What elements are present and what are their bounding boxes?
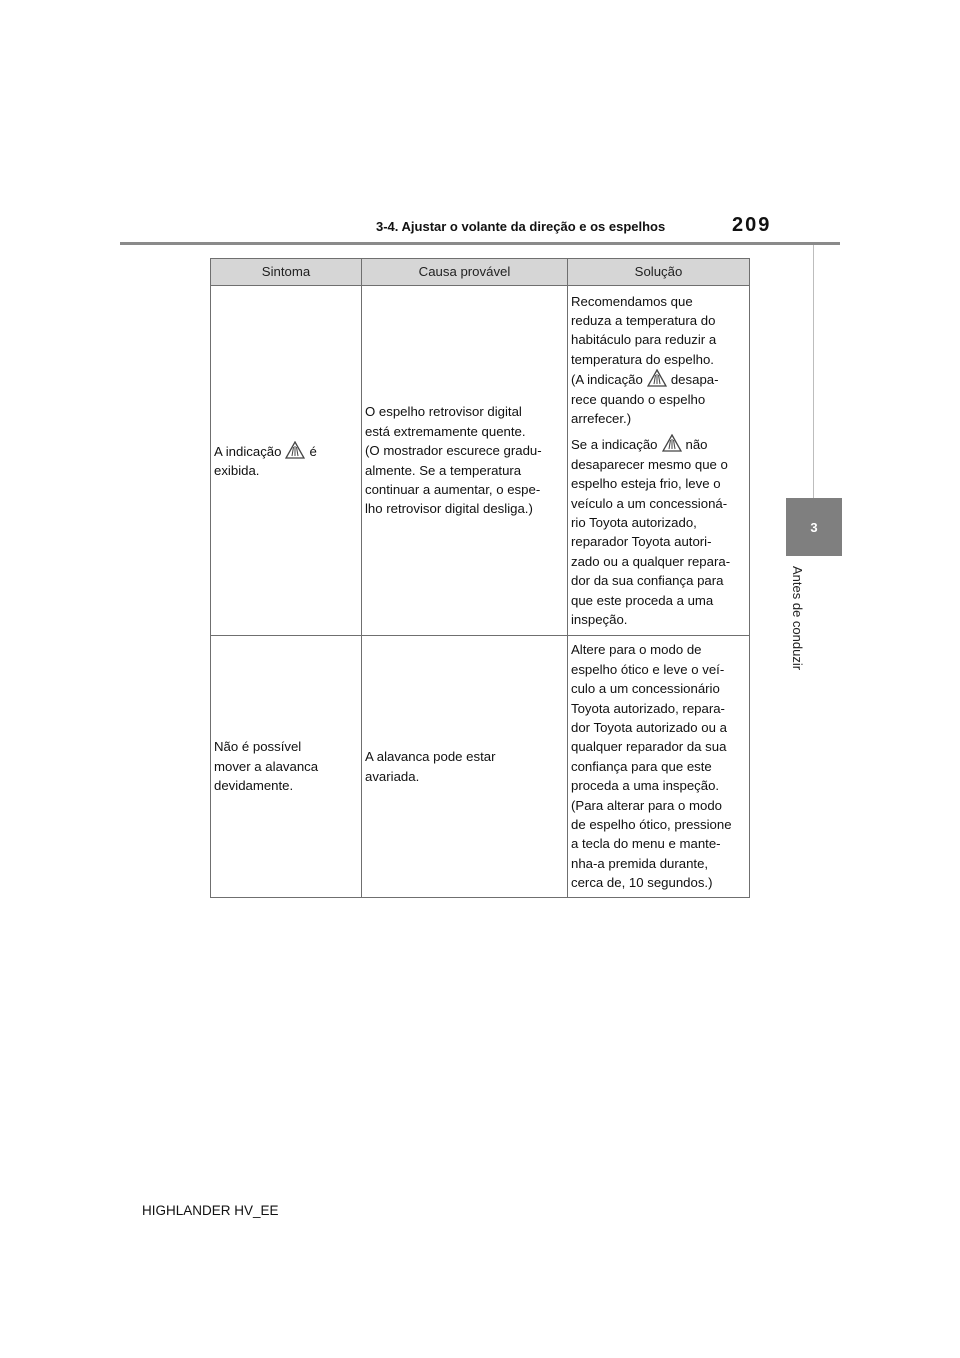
solution-text: nha-a premida durante, (571, 855, 709, 871)
cause-text: lho retrovisor digital desliga.) (365, 501, 533, 517)
solution-text: reparador Toyota autori- (571, 534, 712, 550)
table-header-row (211, 259, 750, 286)
cause-text: avariada. (365, 768, 420, 784)
table-row (211, 286, 750, 636)
solution-text: habitáculo para reduzir a (571, 332, 717, 348)
solution-text: espelho ótico e leve o veí- (571, 661, 725, 677)
column-header-symptom: Sintoma (211, 259, 362, 286)
symptom-text: A indicação (214, 443, 282, 459)
solution-text: reduza a temperatura do (571, 312, 716, 328)
solution-text: temperatura do espelho. (571, 351, 714, 367)
symptom-cell (211, 636, 362, 898)
solution-cell (568, 286, 750, 636)
cause-text: continuar a aumentar, o espe- (365, 481, 541, 497)
solution-text: culo a um concessionário (571, 681, 720, 697)
cause-cell (362, 636, 568, 898)
solution-text: proceda a uma inspeção. (571, 778, 720, 794)
solution-text: Toyota autorizado, repara- (571, 700, 725, 716)
solution-text: Altere para o modo de (571, 642, 702, 658)
cause-text: (O mostrador escurece gradu- (365, 443, 542, 459)
cause-text: está extremamente quente. (365, 423, 526, 439)
solution-text: dor Toyota autorizado ou a (571, 719, 727, 735)
cause-text: almente. Se a temperatura (365, 462, 522, 478)
solution-text: que este proceda a uma (571, 592, 714, 608)
chapter-label: Antes de conduzir (790, 566, 805, 671)
cause-cell (362, 286, 568, 636)
solution-text: a tecla do menu e mante- (571, 836, 721, 852)
solution-text: qualquer reparador da sua (571, 739, 727, 755)
solution-text: (Para alterar para o modo (571, 797, 722, 813)
solution-text: rio Toyota autorizado, (571, 515, 697, 531)
solution-cell (568, 636, 750, 898)
solution-text: desaparecer mesmo que o (571, 456, 728, 472)
header-rule (120, 242, 840, 245)
cause-text: A alavanca pode estar (365, 749, 496, 765)
side-divider-line (813, 245, 814, 498)
symptom-text: exibida. (214, 463, 260, 478)
solution-text: (A indicação (571, 372, 643, 388)
solution-text: espelho esteja frio, leve o (571, 476, 721, 492)
warning-triangle-icon (647, 369, 667, 387)
chapter-tab: 3 (786, 498, 842, 556)
column-header-cause: Causa provável (362, 259, 568, 286)
symptom-text: Não é possível (214, 739, 302, 755)
symptom-cell (211, 286, 362, 636)
solution-text: dor da sua confiança para (571, 573, 724, 589)
solution-text: veículo a um concessioná- (571, 495, 728, 511)
table-row (211, 636, 750, 898)
symptom-text: devidamente. (214, 778, 294, 794)
warning-triangle-icon (662, 434, 682, 452)
solution-text: inspeção. (571, 612, 628, 628)
footer-model: HIGHLANDER HV_EE (142, 1203, 279, 1218)
page-number: 209 (732, 214, 772, 236)
solution-text: zado ou a qualquer repara- (571, 553, 731, 569)
solution-text: Se a indicação (571, 437, 658, 453)
solution-text: desapa- (670, 372, 719, 388)
cause-text: O espelho retrovisor digital (365, 404, 522, 420)
column-header-solution: Solução (568, 259, 750, 286)
troubleshooting-table (210, 258, 750, 898)
symptom-text: é (309, 443, 317, 459)
symptom-text: mover a alavanca (214, 758, 319, 774)
solution-text: rece quando o espelho (571, 391, 706, 407)
warning-triangle-icon (285, 441, 305, 459)
solution-text: não (685, 437, 708, 453)
solution-text: cerca de, 10 segundos.) (571, 875, 713, 891)
section-title: 3-4. Ajustar o volante da direção e os espelhos (376, 219, 666, 234)
solution-text: arrefecer.) (571, 410, 632, 426)
solution-text: de espelho ótico, pressione (571, 817, 732, 833)
solution-text: confiança para que este (571, 758, 712, 774)
solution-text: Recomendamos que (571, 293, 693, 309)
